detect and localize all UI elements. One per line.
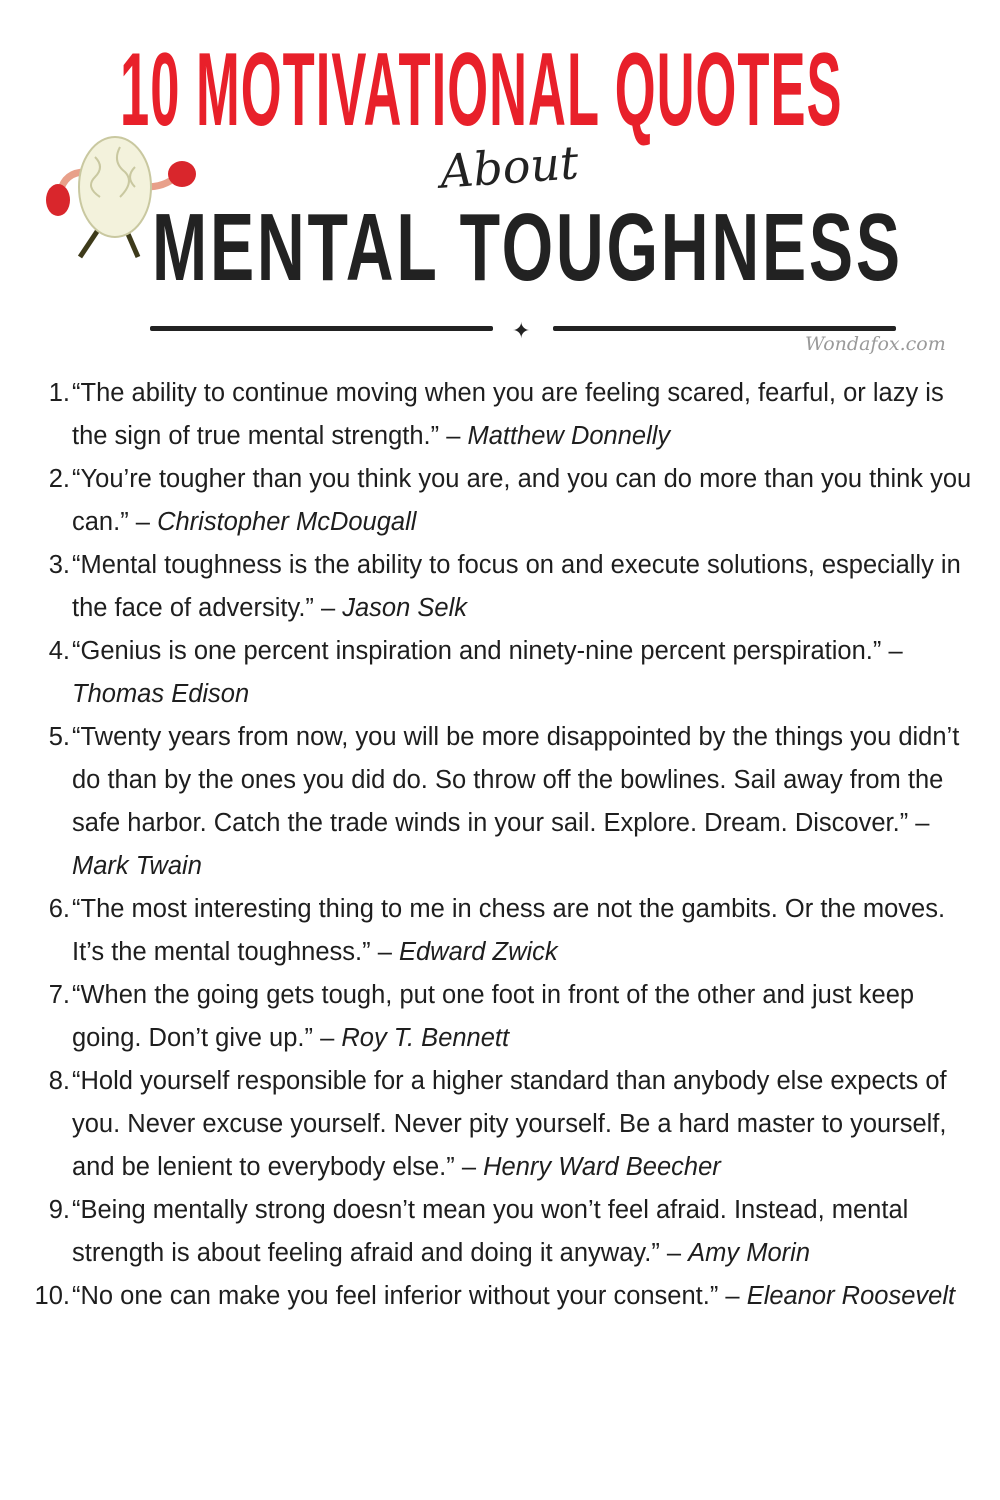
quote-author: Roy T. Bennett	[341, 1024, 510, 1052]
title-line-1-text: 10 MOTIVATIONAL QUOTES	[120, 32, 843, 148]
quote-list	[0, 372, 975, 1318]
quote-item	[0, 716, 975, 888]
quote-text: “No one can make you feel inferior without your consent.” –	[72, 1282, 740, 1310]
quote-number: 2.	[48, 465, 70, 493]
quote-author: Henry Ward Beecher	[483, 1153, 721, 1181]
divider-left	[150, 326, 493, 331]
quote-text: “Twenty years from now, you will be more disappointed by the things you didn’t do than by the ones you did do. So throw off the bowlines. Sail away from the safe harbor. Catch the trade winds in your sail. Explore. Dream. Discover.” –	[72, 723, 960, 837]
quote-author: Thomas Edison	[72, 680, 250, 708]
quote-item	[0, 630, 975, 716]
watermark: Wondafox.com	[805, 333, 946, 355]
quote-author: Amy Morin	[688, 1239, 811, 1267]
title-line-1	[120, 32, 932, 148]
quote-item	[0, 888, 975, 974]
quote-item	[0, 458, 975, 544]
quote-author: Jason Selk	[342, 594, 467, 622]
divider-right	[553, 326, 896, 331]
quote-number: 3.	[48, 551, 70, 579]
quote-author: Edward Zwick	[398, 938, 558, 966]
quote-item	[0, 1060, 975, 1189]
quote-text: “The ability to continue moving when you are feeling scared, fearful, or lazy is the sign of true mental strength.” –	[72, 379, 944, 450]
quote-text: “When the going gets tough, put one foot in front of the other and just keep going. Don’t give up.” –	[72, 981, 915, 1052]
diamond-icon: ✦	[512, 318, 531, 343]
quote-number: 8.	[48, 1067, 70, 1095]
quote-number: 5.	[48, 723, 70, 751]
quote-author: Matthew Donnelly	[467, 422, 671, 450]
quote-text: “You’re tougher than you think you are, and you can do more than you think you can.” –	[72, 465, 972, 536]
title-line-2	[152, 194, 1000, 301]
quote-number: 9.	[48, 1196, 70, 1224]
quote-author: Christopher McDougall	[157, 508, 417, 536]
quote-item	[0, 1189, 975, 1275]
quote-number: 4.	[48, 637, 70, 665]
quote-text: “Mental toughness is the ability to focus on and execute solutions, especially in the face of adversity.” –	[72, 551, 961, 622]
title-line-2-text: MENTAL TOUGHNESS	[152, 194, 903, 301]
quote-author: Mark Twain	[72, 852, 202, 880]
quote-number: 7.	[48, 981, 70, 1009]
quote-item	[0, 974, 975, 1060]
quote-number: 10.	[34, 1282, 70, 1310]
quote-text: “The most interesting thing to me in chess are not the gambits. Or the moves. It’s the mental toughness.” –	[72, 895, 946, 966]
quote-item	[0, 544, 975, 630]
title-connector: About	[438, 135, 581, 199]
quote-author: Eleanor Roosevelt	[746, 1282, 956, 1310]
quote-text: “Genius is one percent inspiration and ninety-nine percent perspiration.” –	[72, 637, 903, 665]
quote-number: 6.	[48, 895, 70, 923]
quote-item	[0, 372, 975, 458]
quote-text: “Being mentally strong doesn’t mean you won’t feel afraid. Instead, mental strength is about feeling afraid and doing it anyway.” –	[72, 1196, 909, 1267]
quote-item	[0, 1275, 975, 1318]
quote-text: “Hold yourself responsible for a higher standard than anybody else expects of you. Never excuse yourself. Never pity yourself. Be a hard master to yourself, and be lenient to everybody else.” –	[72, 1067, 947, 1181]
quote-number: 1.	[48, 379, 70, 407]
